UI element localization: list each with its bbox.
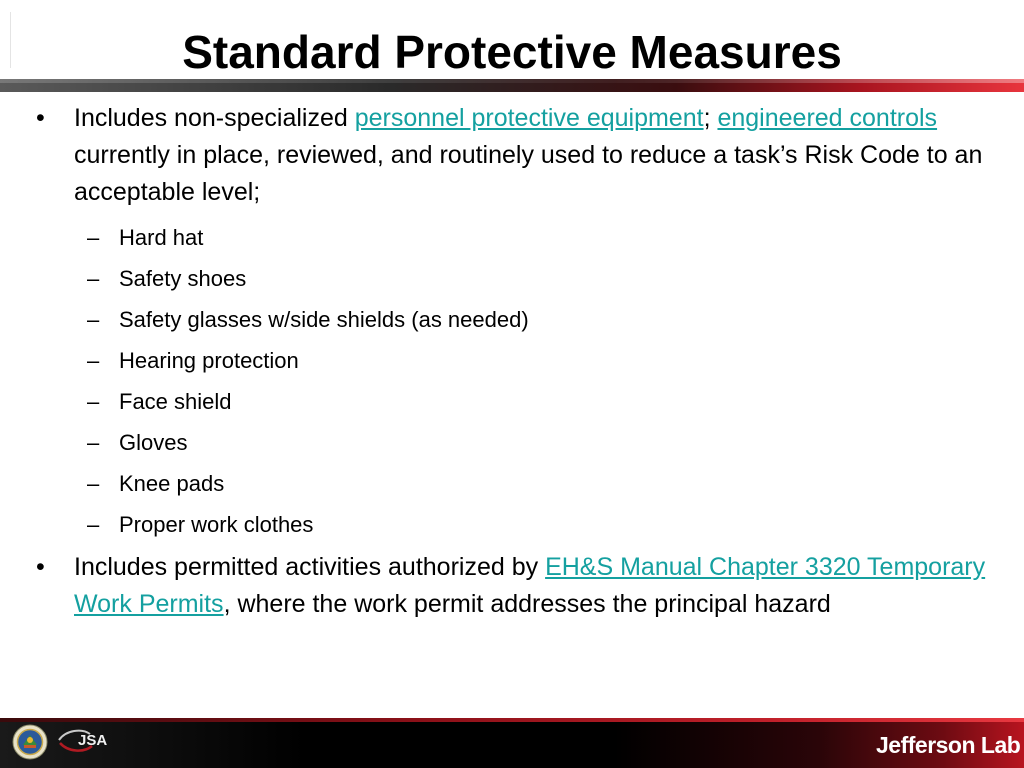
dash-glyph: – [87, 225, 100, 250]
dash-glyph: – [87, 348, 100, 373]
dash-glyph: – [87, 266, 100, 291]
sub-item [34, 217, 994, 258]
bullet-1-text-pre: Includes non-specialized [74, 104, 355, 132]
jefferson-lab-logo: Jefferson Lab [876, 732, 1021, 758]
bullet-1-text-mid: ; [703, 104, 718, 132]
footer-accent-streak [0, 718, 1024, 722]
dash-glyph: – [87, 430, 100, 455]
bullet-2-text-pre: Includes permitted activities authorized by [74, 553, 546, 581]
dash-glyph: – [87, 512, 100, 537]
link-personnel-protective-equipment[interactable]: personnel protective equipment [354, 104, 704, 132]
bullet-item-1 [34, 100, 994, 211]
bullet-1-text-post: currently in place, reviewed, and routinely used to reduce a task’s Risk Code to an acceptable level; [74, 141, 983, 206]
sub-item-label: Gloves [119, 430, 188, 455]
sub-item-label: Hearing protection [119, 348, 299, 373]
sub-item-list [34, 217, 994, 545]
slide-title: Standard Protective Measures [182, 26, 842, 78]
footer-bar [0, 718, 1024, 768]
slide-content [34, 100, 994, 629]
sub-item-label: Proper work clothes [119, 512, 314, 537]
dash-glyph: – [87, 389, 100, 414]
bullet-2-text-post: , where the work permit addresses the principal hazard [223, 590, 831, 618]
title-divider [0, 79, 1024, 92]
link-engineered-controls[interactable]: engineered controls [717, 104, 938, 132]
bullet-glyph: • [36, 553, 45, 581]
sub-item [34, 504, 994, 545]
sub-item-label: Face shield [119, 389, 232, 414]
dash-glyph: – [87, 471, 100, 496]
sub-item [34, 340, 994, 381]
sub-item-label: Hard hat [119, 225, 204, 250]
sub-item-label: Safety glasses w/side shields (as needed) [119, 307, 529, 332]
jsa-logo-icon [56, 726, 112, 756]
sub-item [34, 258, 994, 299]
dash-glyph: – [87, 307, 100, 332]
title-area [0, 0, 1024, 92]
sub-item [34, 422, 994, 463]
link-ehs-manual-chapter-3320[interactable]: EH&S Manual Chapter 3320 Temporary Work Permits [74, 553, 986, 618]
sub-item-label: Knee pads [119, 471, 225, 496]
bullet-item-2 [34, 549, 994, 623]
svg-text:JSA: JSA [78, 732, 108, 749]
sub-item [34, 299, 994, 340]
bullet-glyph: • [36, 104, 45, 132]
doe-seal-icon [12, 724, 48, 760]
sub-item [34, 463, 994, 504]
sub-item-label: Safety shoes [119, 266, 247, 291]
sub-item [34, 381, 994, 422]
